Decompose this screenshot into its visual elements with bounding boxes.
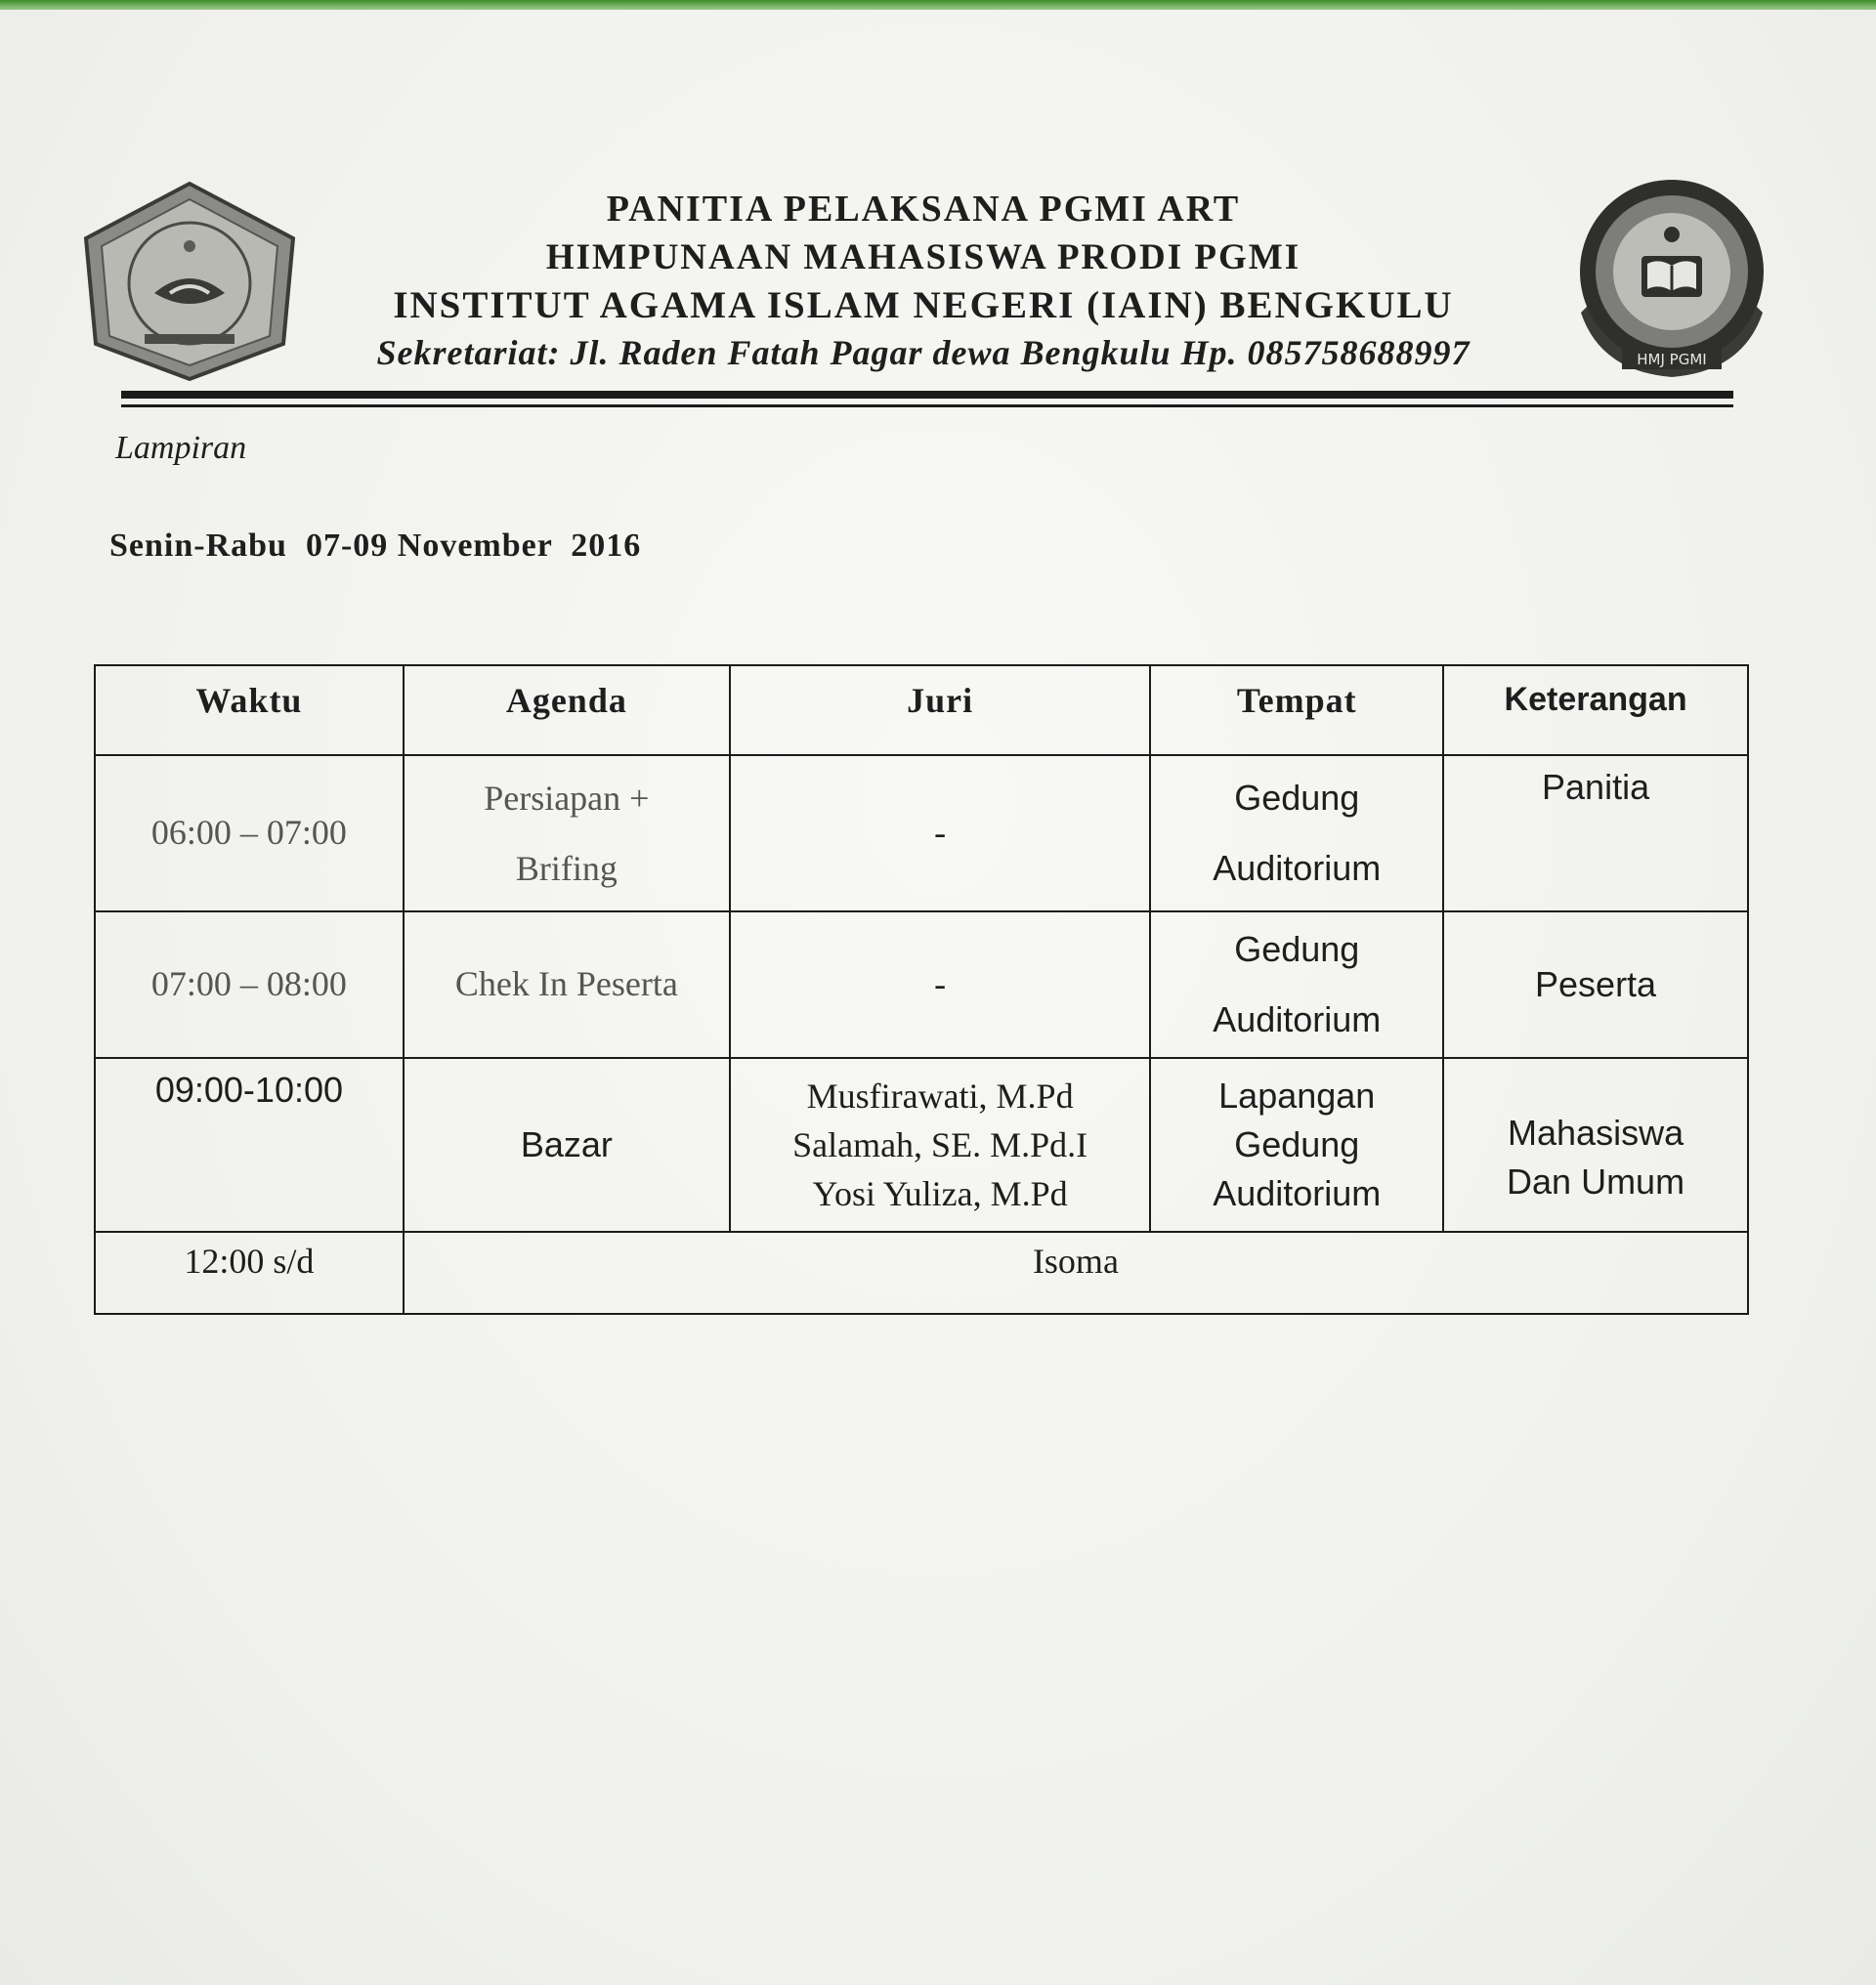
cell-keterangan-line: Mahasiswa [1508, 1113, 1684, 1153]
table-row [95, 1232, 1748, 1314]
letterhead-address: Sekretariat: Jl. Raden Fatah Pagar dewa Bengkulu Hp. 085758688997 [376, 333, 1471, 372]
letterhead-line-2: HIMPUNAAN MAHASISWA PRODI PGMI [545, 237, 1301, 277]
column-header-agenda: Agenda [404, 665, 730, 755]
cell-agenda: Chek In Peserta [404, 911, 730, 1058]
letterhead-rule-thick [121, 391, 1733, 399]
cell-juri-line: Salamah, SE. M.Pd.I [792, 1125, 1088, 1164]
cell-juri: - [730, 755, 1151, 911]
column-header-waktu: Waktu [95, 665, 404, 755]
event-date-line: Senin-Rabu 07-09 November 2016 [109, 528, 642, 564]
cell-merged-activity: Isoma [404, 1232, 1748, 1314]
green-top-edge [0, 0, 1876, 10]
cell-tempat-line: Gedung [1234, 778, 1360, 818]
letterhead-line-1: PANITIA PELAKSANA PGMI ART [606, 189, 1241, 230]
iain-bengkulu-seal-icon [76, 178, 303, 385]
cell-juri: - [730, 911, 1151, 1058]
letterhead-line-3: INSTITUT AGAMA ISLAM NEGERI (IAIN) BENGKULU [393, 284, 1454, 326]
table-row [95, 755, 1748, 911]
cell-juri-line: Musfirawati, M.Pd [806, 1077, 1074, 1116]
cell-tempat-line: Auditorium [1213, 848, 1382, 888]
cell-keterangan [1443, 1058, 1748, 1232]
cell-keterangan: Panitia [1443, 755, 1748, 911]
column-header-tempat: Tempat [1150, 665, 1443, 755]
column-header-juri: Juri [730, 665, 1151, 755]
hmj-pgmi-banner-text: HMJ PGMI [1637, 351, 1707, 368]
cell-waktu: 07:00 – 08:00 [95, 911, 404, 1058]
cell-tempat-line: Gedung [1234, 929, 1360, 969]
table-row [95, 1058, 1748, 1232]
lampiran-label: Lampiran [115, 430, 247, 466]
cell-tempat-line: Gedung [1234, 1124, 1360, 1164]
cell-agenda-line: Persiapan + [484, 779, 650, 818]
column-header-keterangan: Keterangan [1443, 665, 1748, 755]
cell-waktu: 09:00-10:00 [95, 1058, 404, 1232]
hmj-pgmi-seal-icon [1571, 176, 1772, 383]
table-row [95, 911, 1748, 1058]
cell-agenda-line: Brifing [515, 849, 618, 888]
cell-tempat-line: Lapangan [1218, 1076, 1376, 1116]
cell-keterangan-line: Dan Umum [1507, 1161, 1685, 1202]
cell-tempat [1150, 1058, 1443, 1232]
cell-keterangan: Peserta [1443, 911, 1748, 1058]
cell-juri-line: Yosi Yuliza, M.Pd [812, 1174, 1068, 1213]
cell-tempat-line: Auditorium [1213, 1173, 1382, 1213]
cell-waktu: 12:00 s/d [95, 1232, 404, 1314]
cell-agenda [404, 755, 730, 911]
cell-juri [730, 1058, 1151, 1232]
cell-waktu: 06:00 – 07:00 [95, 755, 404, 911]
cell-agenda: Bazar [404, 1058, 730, 1232]
cell-tempat-line: Auditorium [1213, 999, 1382, 1039]
cell-tempat [1150, 755, 1443, 911]
cell-tempat [1150, 911, 1443, 1058]
schedule-table [94, 664, 1749, 1315]
letterhead-rule-thin [121, 404, 1733, 407]
table-header-row [95, 665, 1748, 755]
